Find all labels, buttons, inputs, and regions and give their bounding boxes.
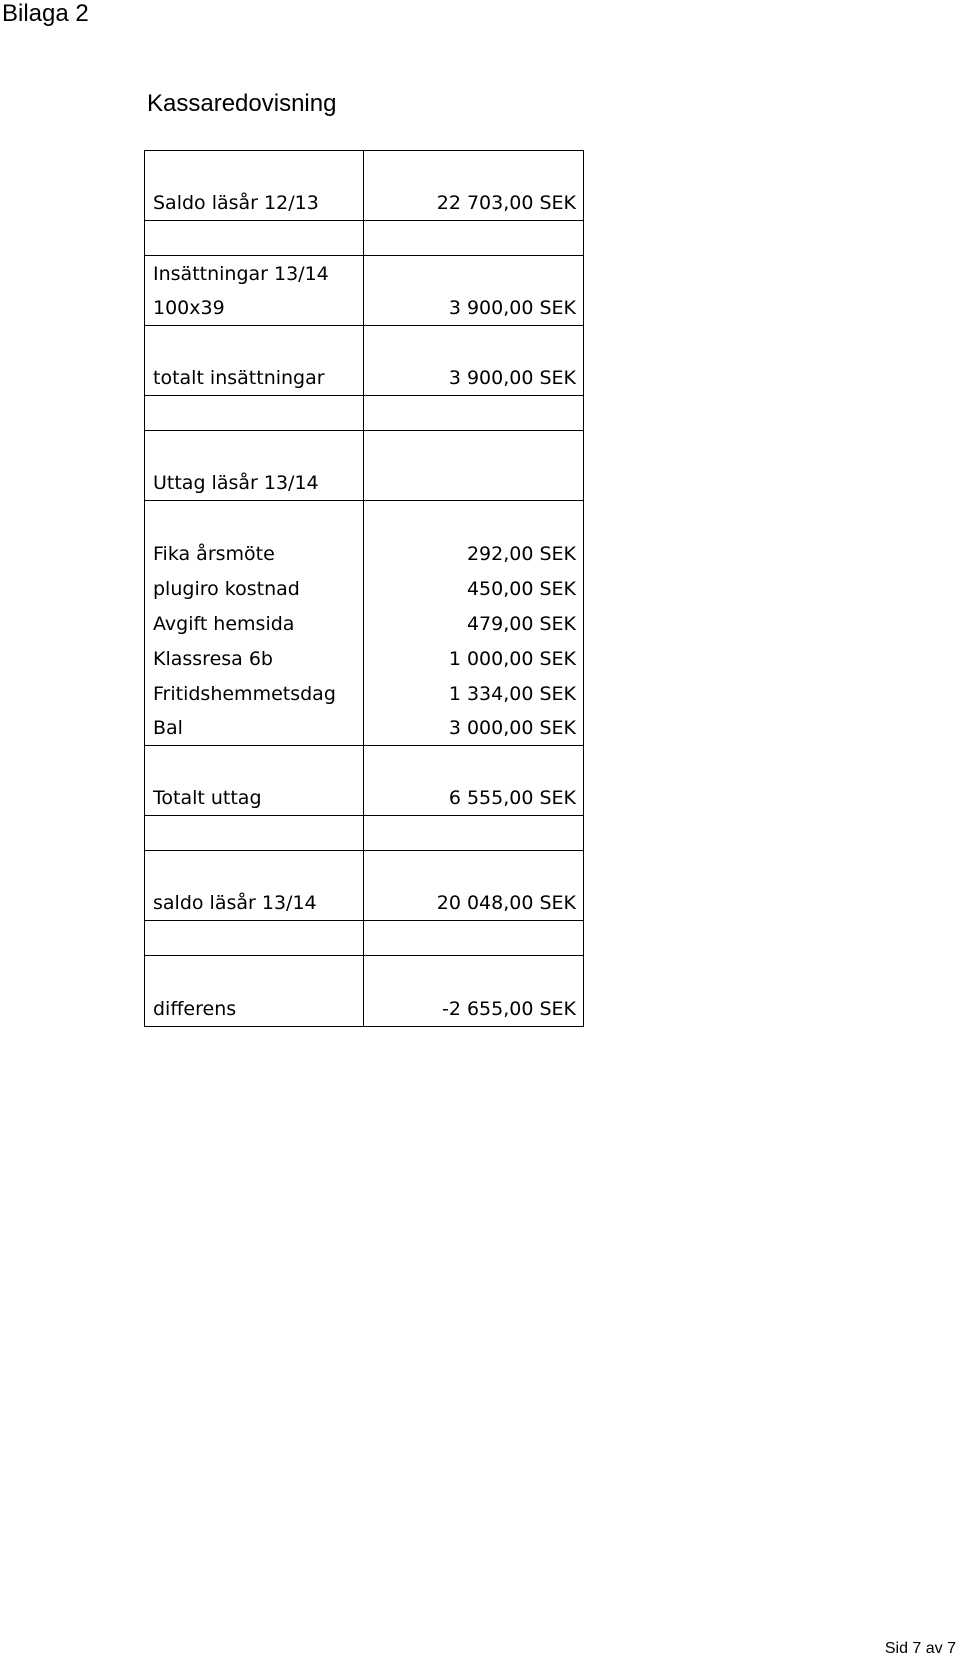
ledger-label: totalt insättningar: [145, 361, 364, 395]
ledger-label: Avgift hemsida: [145, 606, 364, 641]
ledger-row: [145, 256, 583, 291]
ledger-amount: [364, 501, 583, 536]
ledger-row: [145, 711, 583, 746]
ledger-label: Uttag läsår 13/14: [145, 466, 364, 500]
ledger-row: [145, 361, 583, 396]
ledger-label: Totalt uttag: [145, 781, 364, 815]
ledger-label: [145, 921, 364, 955]
ledger-spacer-row: [145, 151, 583, 186]
ledger-spacer-row: [145, 396, 583, 431]
ledger-label: [145, 851, 364, 886]
ledger-spacer-row: [145, 851, 583, 886]
cash-ledger-table: [144, 150, 584, 1027]
ledger-label: Bal: [145, 711, 364, 745]
ledger-row: [145, 291, 583, 326]
ledger-label: [145, 501, 364, 536]
ledger-label: [145, 221, 364, 255]
ledger-spacer-row: [145, 501, 583, 536]
ledger-label: Fika årsmöte: [145, 536, 364, 571]
ledger-row: [145, 571, 583, 606]
ledger-spacer-row: [145, 326, 583, 361]
ledger-row: [145, 466, 583, 501]
ledger-label: [145, 396, 364, 430]
ledger-amount: 479,00 SEK: [466, 613, 576, 635]
ledger-row: [145, 991, 583, 1026]
ledger-row: [145, 886, 583, 921]
ledger-amount: 450,00 SEK: [466, 578, 576, 600]
ledger-amount: [364, 431, 583, 466]
ledger-label: plugiro kostnad: [145, 571, 364, 606]
ledger-row: [145, 781, 583, 816]
ledger-row: [145, 641, 583, 676]
ledger-amount: 3 000,00 SEK: [448, 717, 576, 739]
ledger-amount: [364, 256, 583, 291]
ledger-amount: [364, 921, 583, 955]
ledger-spacer-row: [145, 431, 583, 466]
ledger-spacer-row: [145, 746, 583, 781]
ledger-amount: [364, 151, 583, 186]
page-number: Sid 7 av 7: [884, 1640, 956, 1657]
ledger-row: [145, 536, 583, 571]
ledger-amount: 3 900,00 SEK: [448, 297, 576, 319]
ledger-label: [145, 956, 364, 991]
ledger-amount: [364, 746, 583, 781]
ledger-label: [145, 816, 364, 850]
ledger-amount: 6 555,00 SEK: [448, 787, 576, 809]
ledger-label: saldo läsår 13/14: [145, 886, 364, 920]
ledger-label: [145, 151, 364, 186]
ledger-label: Saldo läsår 12/13: [145, 186, 364, 220]
ledger-row: [145, 186, 583, 221]
document-title: Kassaredovisning: [147, 90, 337, 117]
ledger-spacer-row: [145, 221, 583, 256]
ledger-amount: [364, 326, 583, 361]
ledger-amount: 20 048,00 SEK: [436, 892, 576, 914]
ledger-label: 100x39: [145, 291, 364, 325]
ledger-spacer-row: [145, 921, 583, 956]
ledger-row: [145, 606, 583, 641]
appendix-label: Bilaga 2: [2, 0, 89, 27]
ledger-label: Klassresa 6b: [145, 641, 364, 676]
ledger-amount: 1 000,00 SEK: [448, 648, 576, 670]
ledger-amount: 1 334,00 SEK: [448, 683, 576, 705]
ledger-amount: 292,00 SEK: [466, 543, 576, 565]
ledger-label: Insättningar 13/14: [145, 256, 364, 291]
ledger-amount: [364, 396, 583, 430]
ledger-amount: [364, 466, 583, 500]
ledger-amount: 22 703,00 SEK: [436, 192, 576, 214]
ledger-amount: [364, 956, 583, 991]
ledger-amount: -2 655,00 SEK: [441, 998, 576, 1020]
ledger-label: [145, 326, 364, 361]
ledger-spacer-row: [145, 956, 583, 991]
ledger-label: [145, 746, 364, 781]
ledger-amount: [364, 851, 583, 886]
ledger-label: Fritidshemmetsdag: [145, 676, 364, 711]
ledger-label: [145, 431, 364, 466]
ledger-amount: 3 900,00 SEK: [448, 367, 576, 389]
ledger-row: [145, 676, 583, 711]
ledger-spacer-row: [145, 816, 583, 851]
ledger-amount: [364, 221, 583, 255]
ledger-amount: [364, 816, 583, 850]
ledger-label: differens: [145, 991, 364, 1026]
